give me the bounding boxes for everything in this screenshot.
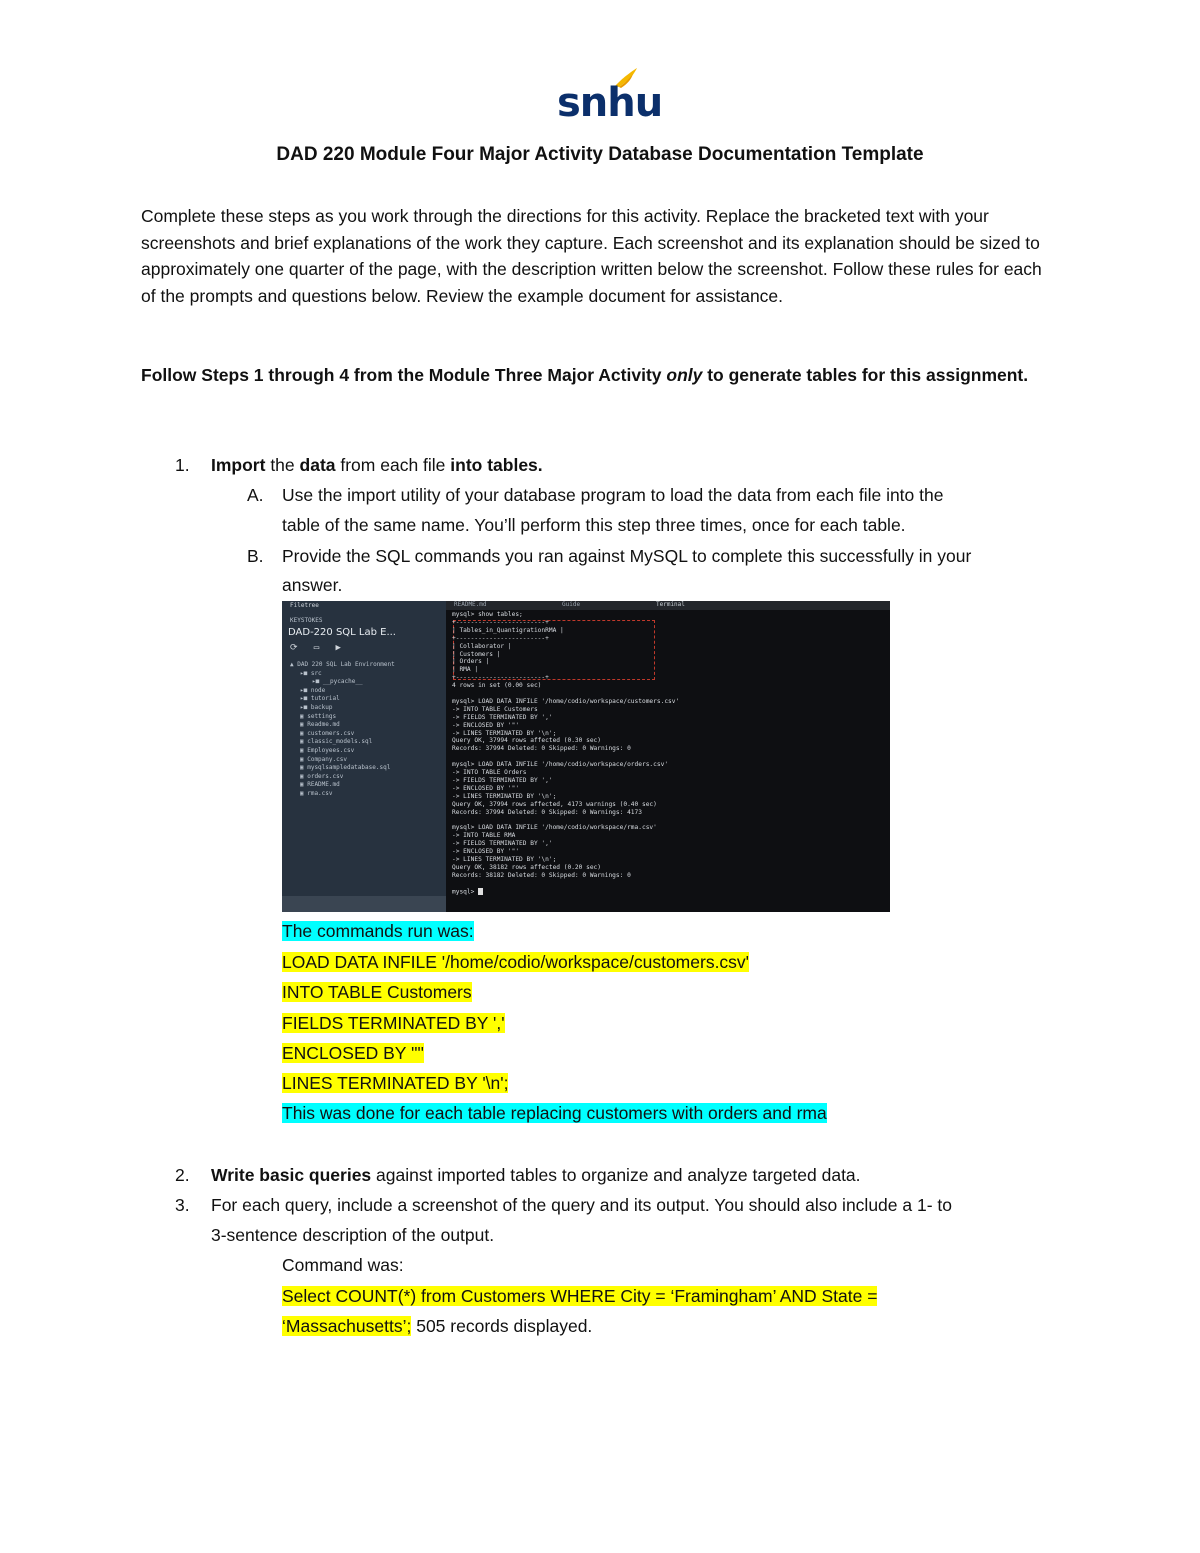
item1-mid2: from each file xyxy=(335,455,451,475)
filetree-item[interactable]: ▣ classic_models.sql xyxy=(300,738,373,746)
terminal-line: Records: 38182 Deleted: 0 Skipped: 0 Warnings: 0 xyxy=(452,871,631,879)
terminal-line: | Customers | xyxy=(452,650,501,658)
terminal-line: +------------------------+ xyxy=(452,634,549,642)
terminal-line: -> FIELDS TERMINATED BY ',' xyxy=(452,776,553,784)
commands-intro xyxy=(282,916,474,946)
filetree-item[interactable]: ▸■ src xyxy=(300,669,322,677)
follow-pre: Follow Steps 1 through 4 from the Module Three Major Activity xyxy=(141,365,667,385)
terminal-line: Query OK, 37994 rows affected, 4173 warnings (0.40 sec) xyxy=(452,800,657,808)
filetree-project-title: DAD-220 SQL Lab E... xyxy=(288,627,396,638)
query-line-2 xyxy=(282,1311,592,1341)
filetree-item[interactable]: ▸■ backup xyxy=(300,704,333,711)
terminal-cursor xyxy=(478,888,483,895)
tab-readme: README.md xyxy=(454,601,487,608)
terminal-line: mysql> LOAD DATA INFILE '/home/codio/workspace/rma.csv' xyxy=(452,824,657,832)
terminal-line: -> ENCLOSED BY '"' xyxy=(452,784,520,792)
commands-note xyxy=(282,1098,827,1128)
terminal-line: +------------------------+ xyxy=(452,674,549,682)
filetree-item[interactable]: ▣ Readme.md xyxy=(300,721,340,729)
sub-item-a-line1: Use the import utility of your database program to load the data from each file into the xyxy=(282,485,944,505)
item1-mid1: the xyxy=(265,455,300,475)
sub-letter-b: B. xyxy=(247,546,264,566)
item1-bold2: data xyxy=(299,455,336,475)
editor-tabs xyxy=(446,601,890,610)
query-text-2: ‘Massachusetts’; xyxy=(282,1316,412,1336)
terminal-line: 4 rows in set (0.00 sec) xyxy=(452,682,542,690)
query-result: 505 records displayed. xyxy=(411,1316,593,1336)
command-text-4: ENCLOSED BY '"' xyxy=(282,1043,424,1063)
command-text-3: FIELDS TERMINATED BY ',' xyxy=(282,1013,505,1033)
terminal-line: Records: 37994 Deleted: 0 Skipped: 0 Warnings: 4173 xyxy=(452,808,642,816)
commands-intro-text: The commands run was: xyxy=(282,921,474,941)
query-line-1 xyxy=(282,1281,877,1311)
terminal-line: -> INTO TABLE RMA xyxy=(452,832,516,840)
command-line-5 xyxy=(282,1068,508,1098)
list-item-3-line2: 3-sentence description of the output. xyxy=(211,1225,495,1245)
logo-text: snhu xyxy=(557,80,663,126)
sub-item-a-line2: table of the same name. You’ll perform this step three times, once for each table. xyxy=(282,515,906,535)
terminal-screenshot xyxy=(282,601,890,912)
command-text-2: INTO TABLE Customers xyxy=(282,982,472,1002)
query-label: Command was: xyxy=(282,1255,404,1275)
terminal-line: -> INTO TABLE Customers xyxy=(452,705,538,713)
terminal-line: Records: 37994 Deleted: 0 Skipped: 0 Warnings: 0 xyxy=(452,745,631,753)
filetree-item[interactable]: ▲ DAD 220 SQL Lab Environment xyxy=(290,661,395,668)
follow-post: to generate tables for this assignment. xyxy=(702,365,1029,385)
filetree-scrollbar xyxy=(282,896,446,912)
filetree-item[interactable]: ▣ README.md xyxy=(300,781,340,789)
item2-bold: Write basic queries xyxy=(211,1165,372,1185)
item2-text: against imported tables to organize and analyze targeted data. xyxy=(371,1165,861,1185)
list-number-3: 3. xyxy=(175,1195,190,1215)
filetree-item[interactable]: ▣ Employees.csv xyxy=(300,747,355,754)
filetree-item[interactable]: ▣ customers.csv xyxy=(300,729,355,737)
sub-item-b-line2: answer. xyxy=(282,575,343,595)
terminal-line: +------------------------+ xyxy=(452,618,549,626)
filetree-toolbar-icons: ⟳ ▭ ▶ xyxy=(290,643,341,653)
query-text-1: Select COUNT(*) from Customers WHERE City = ‘Framingham’ AND State = xyxy=(282,1286,878,1306)
terminal-line: Query OK, 38182 rows affected (0.20 sec) xyxy=(452,863,602,871)
terminal-line: Query OK, 37994 rows affected (0.30 sec) xyxy=(452,737,602,745)
command-line-1 xyxy=(282,947,749,977)
terminal-line: | Tables_in_QuantigrationRMA | xyxy=(452,626,564,634)
list-item-3-line1: For each query, include a screenshot of the query and its output. You should also include a 1- to xyxy=(211,1195,952,1215)
filetree-item[interactable]: ▸■ __pycache__ xyxy=(312,678,363,686)
terminal-line: -> FIELDS TERMINATED BY ',' xyxy=(452,840,553,848)
terminal-line: | Orders | xyxy=(452,658,490,666)
document-title: DAD 220 Module Four Major Activity Database Documentation Template xyxy=(276,144,924,165)
tab-guide: Guide xyxy=(562,601,581,608)
filetree-item[interactable]: ▸■ tutorial xyxy=(300,695,340,703)
filetree-panel xyxy=(282,601,446,912)
sub-letter-a: A. xyxy=(247,485,264,505)
filetree-item[interactable]: ▣ Company.csv xyxy=(300,755,347,763)
terminal-line: mysql> LOAD DATA INFILE '/home/codio/workspace/customers.csv' xyxy=(452,697,680,705)
follow-emphasis: only xyxy=(666,365,703,385)
commands-note-text: This was done for each table replacing customers with orders and rma xyxy=(282,1103,827,1123)
terminal-line: -> ENCLOSED BY '"' xyxy=(452,721,520,729)
command-text-1: LOAD DATA INFILE '/home/codio/workspace/customers.csv' xyxy=(282,952,750,972)
terminal-line: -> INTO TABLE Orders xyxy=(452,769,527,776)
item1-bold3: into tables. xyxy=(450,455,543,475)
terminal-line: mysql> xyxy=(452,888,483,896)
terminal-line: mysql> show tables; xyxy=(452,611,523,618)
snhu-logo xyxy=(557,66,663,126)
terminal-line: | RMA | xyxy=(452,666,479,674)
follow-steps-paragraph xyxy=(141,360,1061,390)
terminal-line: -> LINES TERMINATED BY '\n'; xyxy=(452,729,557,737)
sub-item-b-line1: Provide the SQL commands you ran against MySQL to complete this successfully in your xyxy=(282,546,972,566)
terminal-line: -> FIELDS TERMINATED BY ',' xyxy=(452,713,553,721)
filetree-item[interactable]: ▣ orders.csv xyxy=(300,772,344,780)
list-number-2: 2. xyxy=(175,1165,190,1185)
terminal-line: -> LINES TERMINATED BY '\n'; xyxy=(452,855,557,863)
list-number-1: 1. xyxy=(175,455,190,475)
intro-paragraph: Complete these steps as you work through the directions for this activity. Replace the bracketed text with your screenshots and brief explanations of the work they capture. Each screenshot and its explanation should be sized to approximately one quarter of the page, with the description written below the screenshot. Follow these rules for each of the prompts and questions below. Review the example document for assistance. xyxy=(141,206,1042,306)
filetree-item[interactable]: ▣ settings xyxy=(300,712,337,720)
filetree-item[interactable]: ▸■ node xyxy=(300,686,326,694)
terminal-line: | Collaborator | xyxy=(452,642,512,650)
command-line-3 xyxy=(282,1008,505,1038)
filetree-header: Filetree xyxy=(290,602,319,609)
filetree-section: KEYSTOKES xyxy=(290,617,323,624)
filetree-item[interactable]: ▣ mysqlsampledatabase.sql xyxy=(300,764,391,772)
tab-terminal: Terminal xyxy=(656,601,685,608)
list-item-1 xyxy=(211,450,543,480)
filetree-item[interactable]: ▣ rma.csv xyxy=(300,790,333,797)
terminal-line: -> ENCLOSED BY '"' xyxy=(452,848,520,855)
command-text-5: LINES TERMINATED BY '\n'; xyxy=(282,1073,509,1093)
terminal-line: -> LINES TERMINATED BY '\n'; xyxy=(452,792,557,800)
command-line-4 xyxy=(282,1038,424,1068)
list-item-2 xyxy=(211,1160,861,1190)
item1-bold1: Import xyxy=(211,455,266,475)
terminal-line: mysql> LOAD DATA INFILE '/home/codio/workspace/orders.csv' xyxy=(452,761,669,769)
command-line-2 xyxy=(282,977,472,1007)
